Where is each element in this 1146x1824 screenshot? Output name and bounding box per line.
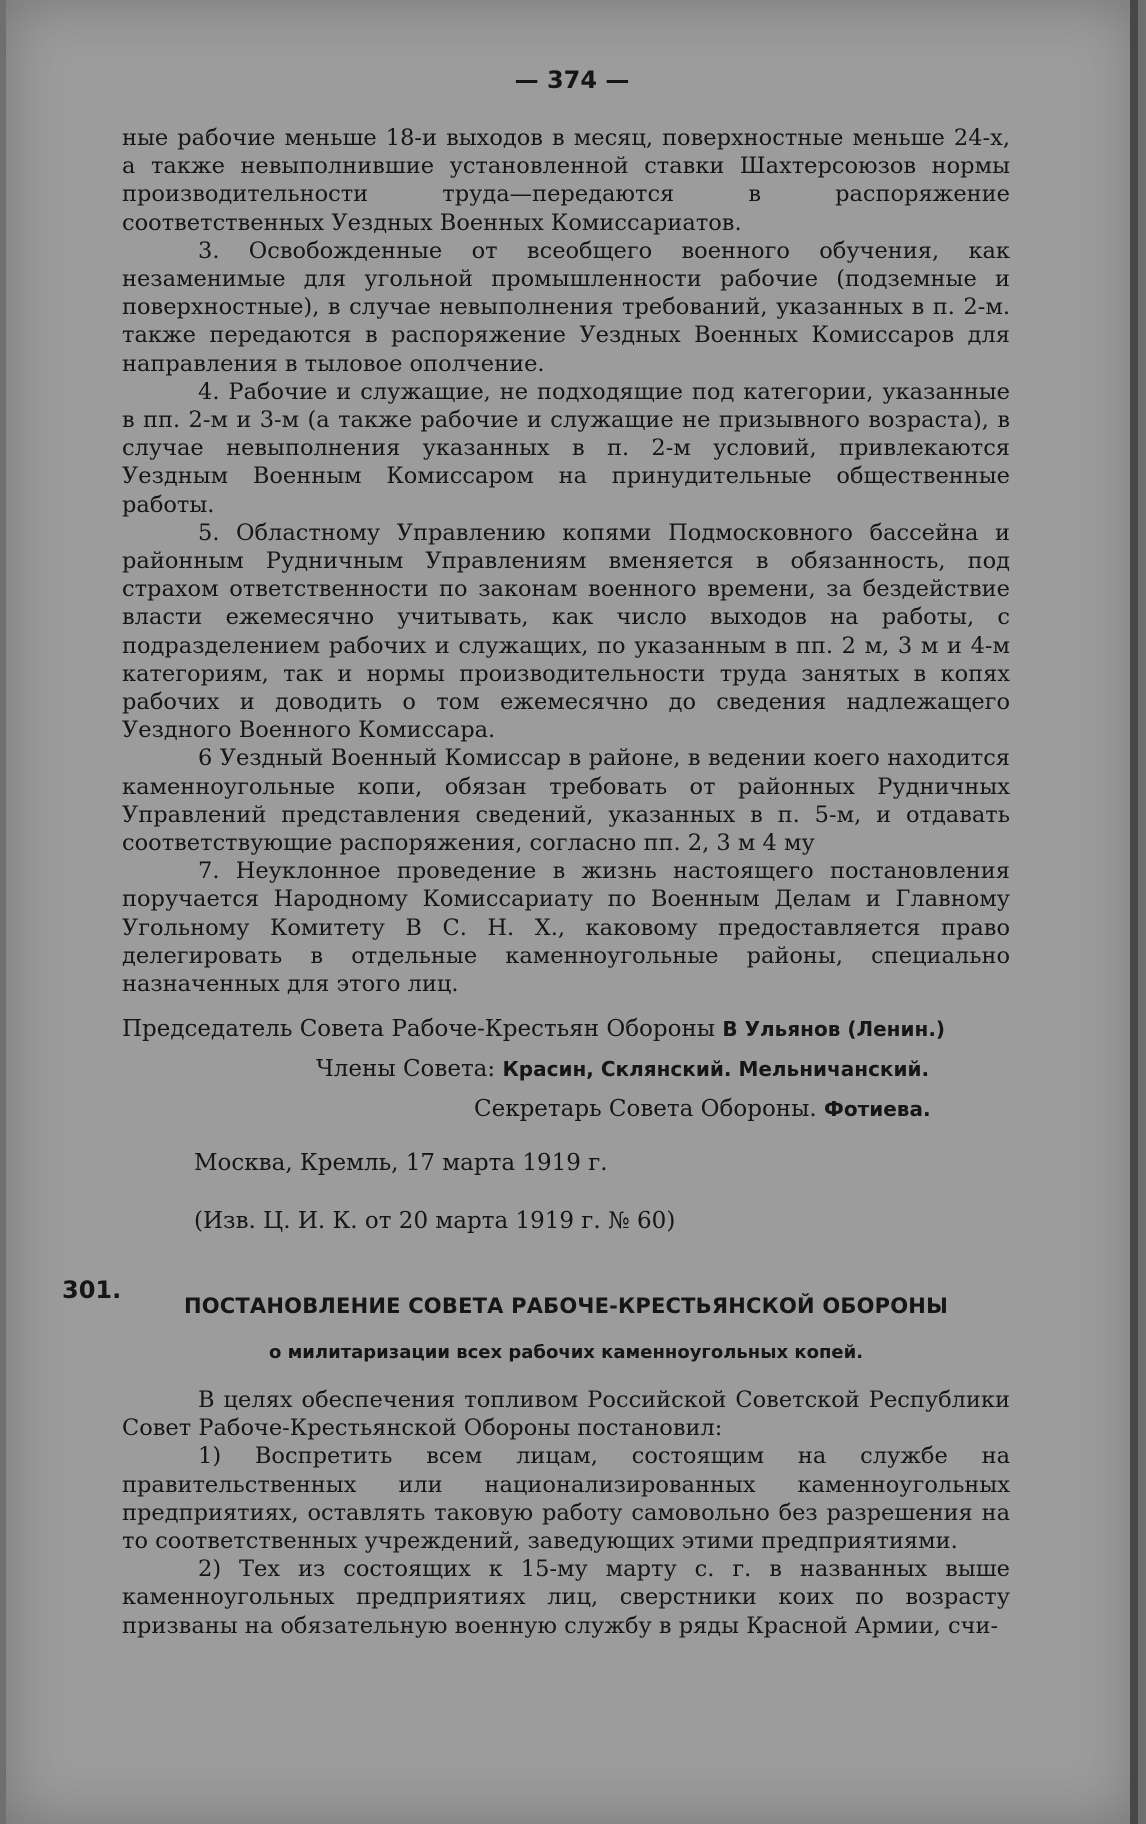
document-subtitle: о милитаризации всех рабочих каменноугольных копей. [268, 1342, 864, 1363]
members-signature [316, 1056, 929, 1082]
members-names: Красин, Склянский. Мельничанский. [502, 1057, 930, 1081]
secretary-title: Секретарь Совета Обороны. [474, 1096, 817, 1122]
document-number: 301. [62, 1276, 122, 1304]
paragraph: 2) Тех из состоящих к 15-му марту с. г. в названных выше каменноугольных предприятиях лиц, сверстники коих по возрасту призваны на обязательную военную службу в ряды Красной Армии, счи- [122, 1556, 1010, 1639]
paragraph: В целях обеспечения топливом Российской Советской Республики Совет Рабоче-Крестьянской Обороны постановил: [122, 1387, 1010, 1442]
chairman-title: Председатель Совета Рабоче-Крестьян Обороны [122, 1016, 716, 1042]
paragraph: 6 Уездный Военный Комиссар в районе, в ведении коего находится каменноугольные копи, обязан требовать от районных Рудничных Управлений представления сведений, указанных в п. 5-м, и отдавать соответствующие распоряжения, согласно пп. 2, 3 м 4 му [122, 745, 1010, 857]
source-citation: (Изв. Ц. И. К. от 20 марта 1919 г. № 60) [194, 1208, 676, 1234]
paragraph: 7. Неуклонное проведение в жизнь настоящего постановления поручается Народному Комиссариату по Военным Делам и Главному Угольному Комитету В С. Н. Х., каковому предоставляется право делегировать в отдельные каменноугольные районы, специально назначенных для этого лиц. [122, 858, 1010, 998]
page-edge-shadow [1130, 0, 1138, 1824]
chairman-signature [122, 1016, 945, 1042]
scanned-page [6, 0, 1138, 1824]
secretary-signature [474, 1096, 931, 1122]
top-text-block [122, 124, 1010, 998]
paragraph: 5. Областному Управлению копями Подмосковного бассейна и районным Рудничным Управлениям вменяется в обязанность, под страхом ответственности по законам военного времени, за бездействие власти ежемесячно учитывать, как число выходов на работы, с подразделением рабочих и служащих, по указанным в пп. 2 м, 3 м и 4-м категориям, так и нормы производительности труда занятых в копях рабочих и доводить о том ежемесячно до сведения надлежащего Уездного Военного Комиссара. [122, 519, 1010, 744]
page-number: — 374 — [514, 66, 630, 94]
secretary-name: Фотиева. [824, 1097, 931, 1121]
paragraph: 3. Освобожденные от всеобщего военного обучения, как незаменимые для угольной промышленности рабочие (подземные и поверхностные), в случае невыполнения требований, указанных в п. 2-м. также передаются в распоряжение Уездных Военных Комиссаров для направления в тыловое ополчение. [122, 237, 1010, 377]
place-date: Москва, Кремль, 17 марта 1919 г. [194, 1150, 608, 1176]
bottom-text-block [122, 1386, 1010, 1640]
document-title: ПОСТАНОВЛЕНИЕ СОВЕТА РАБОЧЕ-КРЕСТЬЯНСКОЙ ОБОРОНЫ [183, 1294, 949, 1318]
paragraph: ные рабочие меньше 18-и выходов в месяц, поверхностные меньше 24-х, а также невыполнившие установленной ставки Шахтерсоюзов нормы производительности труда—передаются в распоряжение соответственных Уездных Военных Комиссариатов. [122, 125, 1010, 236]
paragraph: 1) Воспретить всем лицам, состоящим на службе на правительственных или национализированных каменноугольных предприятиях, оставлять таковую работу самовольно без разрешения на то соответственных учреждений, заведующих этими предприятиями. [122, 1443, 1010, 1555]
members-title: Члены Совета: [316, 1056, 496, 1082]
paragraph: 4. Рабочие и служащие, не подходящие под категории, указанные в пп. 2-м и 3-м (а также рабочие и служащие не призывного возраста), в случае невыполнения указанных в п. 2-м условий, привлекаются Уездным Военным Комиссаром на принудительные общественные работы. [122, 378, 1010, 518]
chairman-name: В Ульянов (Ленин.) [722, 1017, 946, 1041]
